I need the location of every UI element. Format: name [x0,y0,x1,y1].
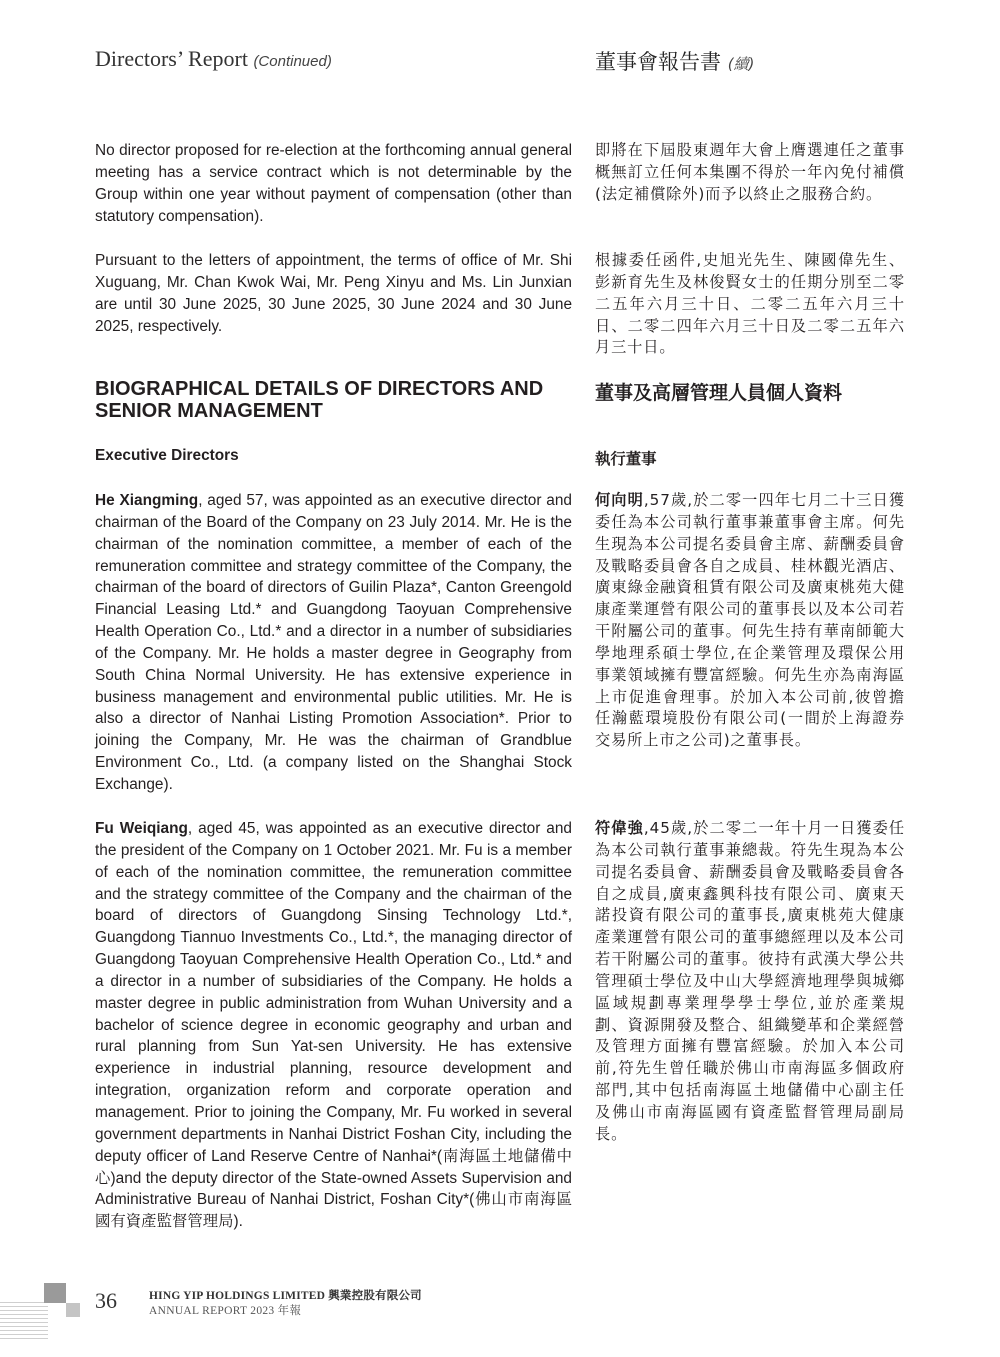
bio-text: ,57歲,於二零一四年七月二十三日獲委任為本公司執行董事兼董事會主席。何先生現為本公司提名委員會主席、薪酬委員會及戰略委員會各自之成員、桂林觀光酒店、廣東綠金融資租賃有限公司及廣東桃苑大健康產業運營有限公司的董事長以及本公司若干附屬公司的董事。何先生持有華南師範大學地理系碩士學位,在企業管理及環保公用事業領域擁有豐富經驗。何先生亦為南海區上市促進會理事。於加入本公司前,彼曾擔任瀚藍環境股份有限公司(一間於上海證券交易所上市之公司)之董事長。 [595,491,905,750]
bio-name: 何向明 [595,491,644,509]
header-title-zh: 董事會報告書 [595,50,721,74]
header-title-en: Directors’ Report [95,46,248,71]
footer-square-decoration-light [66,1303,80,1317]
header-continued-en: (Continued) [253,53,332,70]
header-continued-zh: (續) [727,55,755,73]
paragraph-reelection-en: No director proposed for re-election at the forthcoming annual general meeting has a service contract which is not determinable by the Group within one year without payment of compensation (other than statutory compensation). [95,142,572,225]
footer-company-name: HING YIP HOLDINGS LIMITED 興業控股有限公司 [149,1290,422,1302]
bio-name: Fu Weiqiang [95,820,188,837]
bio-text: ,45歲,於二零二一年十月一日獲委任為本公司執行董事兼總裁。符先生現為本公司提名委員會、薪酬委員會及戰略委員會各自之成員,廣東鑫興科技有限公司、廣東天諾投資有限公司的董事長,廣東桃苑大健康產業運營有限公司的董事總經理以及本公司若干附屬公司的董事。彼持有武漢大學公共管理碩士學位及中山大學經濟地理學與城鄉區域規劃專業理學學士學位,並於產業規劃、資源開發及整合、組織變革和企業經營及管理方面擁有豐富經驗。於加入本公司前,符先生曾任職於佛山市南海區多個政府部門,其中包括南海區土地儲備中心副主任及佛山市南海區國有資產監督管理局副局長。 [595,819,905,1143]
footer-square-decoration-dark [44,1283,66,1303]
bio-text: , aged 57, was appointed as an executive director and chairman of the Board of the Company on 23 July 2014. Mr. He is the chairman of the nomination committee, a member of each of the remuneration committee and strategy committee of the Company, the chairman of the board of directors of Guilin Plaza*, Canton Greengold Financial Leasing Ltd.* and Guangdong Taoyuan Comprehensive Health Operation Co., Ltd.* and a director in a number of subsidiaries of the Company. Mr. He holds a master degree in Geography from South China Normal University. He has extensive experience in business management and environmental public utilities. Mr. He is also a director of Nanhai Listing Promotion Association*. Prior to joining the Company, Mr. He was the chairman of Grandblue Environment Co., Ltd. (a company listed on the Shanghai Stock Exchange). [95,492,572,793]
bio-text: , aged 45, was appointed as an executive director and the president of the Company on 1 October 2021. Mr. Fu is a member of each of the nomination committee, the remuneration committee and the strategy committee of the Company and the chairman of the board of directors of Guangdong Sinsing Technology Ltd.*, Guangdong Tiannuo Investments Co., Ltd.*, the managing director of Guangdong Taoyuan Comprehensive Health Operation Co., Ltd.* and a director in a number of subsidiaries of the Company. He holds a master degree in public administration from Wuhan University and a bachelor of science degree in economic geography and urban and rural planning from Sun Yat-sen University. He has extensive experience in industrial planning, resource development and integration, organization reform and corporate operation and management. Prior to joining the Company, Mr. Fu worked in several government departments in Nanhai District Foshan City, including the deputy officer of Land Reserve Centre of Nanhai*(南海區土地儲備中心)and the deputy director of the State-owned Assets Supervision and Administrative Bureau of Nanhai District, Foshan City*(佛山市南海區國有資產監督管理局). [95,820,572,1231]
paragraph-appointment-zh: 根據委任函件,史旭光先生、陳國偉先生、彭新育先生及林俊賢女士的任期分別至二零二五年六月三十日、二零二五年六月三十日、二零二四年六月三十日及二零二五年六月三十日。 [595,251,905,357]
paragraph-appointment-en: Pursuant to the letters of appointment, the terms of office of Mr. Shi Xuguang, Mr. Chan Kwok Wai, Mr. Peng Xinyu and Ms. Lin Junxian are until 30 June 2025, 30 June 2025, 30 June 2024 and 30 June 2025, respectively. [95,252,572,335]
subheading-executive-directors-zh: 執行董事 [595,450,657,468]
page-header-zh [595,46,754,76]
footer-stripe-decoration [0,1302,48,1342]
bio-fu-weiqiang-zh [595,818,905,1146]
bio-he-xiangming-en [95,490,572,796]
paragraph-reelection-zh: 即將在下屆股東週年大會上膺選連任之董事概無訂立任何本集團不得於一年內免付補償(法定補償除外)而予以終止之服務合約。 [595,141,905,203]
bio-fu-weiqiang-en [95,818,572,1233]
subheading-executive-directors-en: Executive Directors [95,447,239,464]
bio-name: 符偉強 [595,819,644,837]
section-heading-en: BIOGRAPHICAL DETAILS OF DIRECTORS AND SENIOR MANAGEMENT [95,378,544,422]
bio-he-xiangming-zh [595,490,905,752]
page-header-en [95,46,332,72]
page-number: 36 [95,1288,117,1313]
section-heading-zh: 董事及高層管理人員個人資料 [595,382,843,404]
footer-report-title: ANNUAL REPORT 2023 年報 [149,1305,302,1317]
bio-name: He Xiangming [95,492,199,509]
